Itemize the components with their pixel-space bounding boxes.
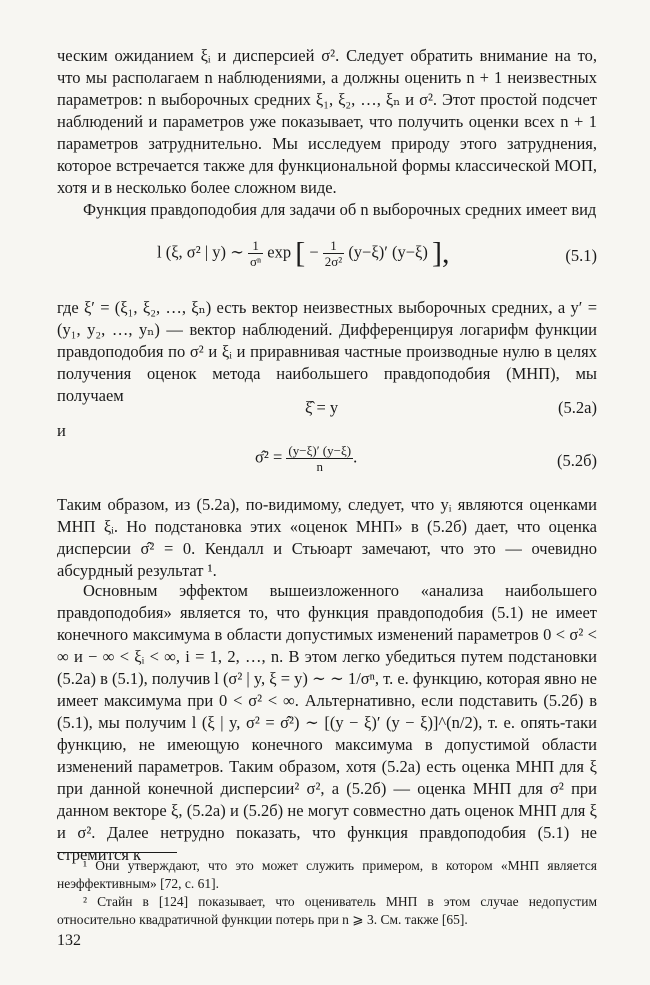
footnote-1: ¹ Они утверждают, что это может служить примером, в котором «МНП является неэффективным» [72, с. 61]. [57, 858, 597, 891]
fraction-residual-over-n: $\frac{(y-\xi)' (y-\xi)}{n}$ [288, 443, 352, 474]
equation-number-5-1: (5.1) [565, 246, 597, 265]
footnote-2: ² Стайн в [124] показывает, что оцениватель МНП в этом случае недопустим относительно квадратичной функции потерь при n ⩾ 3. См. также [65]. [57, 894, 597, 927]
paragraph-3: где ξ′ = (ξ₁, ξ₂, …, ξₙ) есть вектор неизвестных выборочных средних, а y′ = (y₁, y₂, …, yₙ) — вектор наблюдений. Дифференцируя логарифм функции правдоподобия по σ² и ξᵢ и приравнивая частные производные нулю в целях получения оценок метода наибольшего правдоподобия (МНП), мы получаем [57, 298, 597, 405]
equation-number-5-2a: (5.2а) [558, 398, 597, 417]
equation-5-2a: ξ̂ = y (5.2а) [305, 398, 597, 417]
paragraph-2: Функция правдоподобия для задачи об n выборочных средних имеет вид [83, 200, 597, 219]
conjunction-i: и [57, 421, 66, 440]
equation-number-5-2b: (5.2б) [556, 451, 597, 470]
equation-5-2b-expr: σ̂² = $\frac{(y-\xi)' (y-\xi)}{n}$ . [255, 443, 358, 474]
paragraph-4: Таким образом, из (5.2а), по-видимому, следует, что yᵢ являются оценками МНП ξᵢ. Но подстановка этих «оценок МНП» в (5.2б) дает, что оценка дисперсии σ̂² = 0. Кендалл и Стьюарт замечают, что это — очевидно абсурдный результат ¹. [57, 495, 597, 580]
equation-5-1 [57, 238, 597, 278]
paragraph-5: Основным эффектом вышеизложенного «анализа наибольшего правдоподобия» является то, что функция правдоподобия (5.1) не имеет конечного максимума в области допустимых изменений параметров 0 < σ² < ∞ и − ∞ < ξᵢ < ∞, i = 1, 2, …, n. В этом легко убедиться путем подстановки (5.2а) в (5.1), получив l (σ² | y, ξ = y) ∼ ∼ 1/σⁿ, т. е. функцию, которая явно не имеет максимума при 0 < σ² < ∞. Альтернативно, если подставить (5.2б) в (5.1), мы получим l (ξ | y, σ² = σ̂²) ∼ [(y − ξ)′ (y − ξ)]^(n/2), т. е. опять-таки функцию, не имеющую конечного максимума в допустимой области изменений параметров. Таким образом, хотя (5.2а) есть оценка МНП для ξ при данной конечной дисперсии² σ², а (5.2б) — оценка МНП для σ² при данном векторе ξ, (5.2а) и (5.2б) не могут совместно дать оценок МНП для ξ и σ². Далее нетрудно показать, что функция правдоподобия (5.1) не стремится к [57, 581, 598, 864]
equation-5-1-expr: l (ξ, σ² | y) ∼ $\frac{1}{\text{σⁿ}}$ exp [ − $\frac{1}{\text{2σ²}}$ (y−ξ)′ (y−ξ) ], [157, 236, 450, 270]
page-number: 132 [57, 932, 81, 949]
paragraph-1: ческим ожиданием ξᵢ и дисперсией σ². Следует обратить внимание на то, что мы располагаем n наблюдениями, а должны оценить n + 1 неизвестных параметров: n выборочных средних ξ₁, ξ₂, …, ξₙ и σ². Этот простой подсчет наблюдений и параметров уже показывает, что получить оценки всех n + 1 параметров затруднительно. Мы исследуем природу этого затруднения, которое встречается также для функциональной формы классической МОП, хотя и в несколько более сложном виде. [57, 46, 597, 197]
fraction-1-over-sigma-n: $\frac{1}{\text{σⁿ}}$ [250, 238, 262, 269]
fraction-1-over-2sigma2: $\frac{1}{\text{2σ²}}$ [324, 238, 343, 269]
footnote-rule [57, 852, 177, 853]
equation-5-2b [57, 443, 597, 483]
